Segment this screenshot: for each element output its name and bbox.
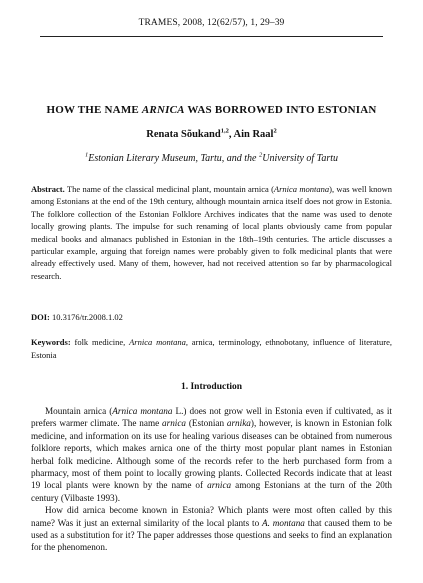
affil-mark-2: 2 — [259, 151, 263, 159]
affil-mark-1: 1 — [85, 151, 89, 159]
header-rule — [40, 36, 383, 37]
title-text-italic: ARNICA — [141, 104, 185, 116]
author-2: Ain Raal — [233, 129, 274, 140]
p2-italic-1: A. montana — [262, 517, 305, 528]
body-paragraph-2 — [31, 504, 392, 554]
journal-header: TRAMES, 2008, 12(62/57), 1, 29–39 — [138, 18, 285, 28]
abstract-italic-1: Arnica montana — [273, 184, 330, 194]
p2-text-2: that caused them to be used as a substitution for it? The paper addresses those questions and seeks to find an explanation for the phenomenon. — [31, 517, 392, 553]
abstract-text-2: ), was well known among Estonians at the end of the 19th century, although mountain arnica itself does not grow in Estonia. The folklore collection of the Estonian Folklore Archives indicates that the name was used to denote locally growing plants. The impulse for such renaming of local plants obviously came from popular medical books and almanacs published in Estonian in the 18th–19th centuries. The article discusses a particular example, arguing that foreign names were probably given to folk medicinal plants that were already effectively used. Many of them, however, had not received attention so far by pharmacological research. — [31, 184, 392, 281]
p1-italic-2: arnica — [162, 418, 187, 429]
keywords-text-1: folk medicine, — [70, 337, 130, 347]
doi-label: DOI: — [31, 312, 50, 322]
p1-italic-3: arnika — [226, 418, 251, 429]
title-text-pre: HOW THE NAME — [46, 104, 142, 116]
author-separator: , — [228, 129, 234, 140]
keywords-italic-1: Arnica montana — [129, 337, 186, 347]
author-1-affil-marks: 1,2 — [220, 127, 229, 135]
p1-text-5: among Estonians at the turn of the 20th century (Vilbaste 1993). — [31, 480, 392, 503]
keywords-text-2: , arnica, terminology, ethnobotany, influence of literature, Estonia — [31, 337, 392, 360]
p1-italic-1: Arnica montana — [112, 406, 173, 416]
body-text — [31, 405, 392, 554]
affil-text-2: University of Tartu — [262, 153, 338, 164]
p1-text-2: L.) does not grow well in Estonia even if cultivated, as it prefers warmer climate. The name — [31, 406, 392, 429]
author-1: Renata Sõukand — [146, 129, 221, 140]
author-line — [0, 129, 423, 140]
body-paragraph-1 — [31, 405, 392, 504]
abstract-text-1: The name of the classical medicinal plant, mountain arnica ( — [64, 184, 274, 194]
author-2-affil-mark: 2 — [273, 127, 277, 135]
affil-text-1: Estonian Literary Museum, Tartu, and the — [88, 153, 259, 164]
p1-text-4: ), however, is known in Estonian folk medicine, and information on its use for healing various diseases can be obtained from numerous folklore reports, which makes arnica one of the thirty most popular plant names in Estonian herbal folk medicine. Although some of the records refer to the herb purchased form from a pharmacy, most of them point to locally growing plants. Collected Records indicate that at least 19 local plants were known by the name of — [31, 418, 392, 491]
affiliation-line — [0, 153, 423, 164]
p1-text-3: (Estonian — [186, 418, 227, 429]
abstract-paragraph — [31, 183, 392, 282]
p2-text-1: How did arnica become known in Estonia? Which plants were most often called by this name? Was it just an external similarity of the local plants to — [31, 505, 392, 528]
keywords-paragraph — [31, 336, 392, 361]
title-text-post: WAS BORROWED INTO ESTONIAN — [184, 104, 377, 116]
p1-italic-4: arnica — [207, 480, 232, 491]
keywords-label: Keywords: — [31, 337, 71, 347]
doi-value[interactable]: 10.3176/tr.2008.1.02 — [49, 312, 123, 322]
section-heading: 1. Introduction — [180, 382, 243, 392]
abstract-label: Abstract. — [31, 184, 65, 194]
p1-text-1: Mountain arnica ( — [45, 406, 113, 416]
article-title — [0, 104, 423, 116]
doi-line — [31, 311, 392, 323]
